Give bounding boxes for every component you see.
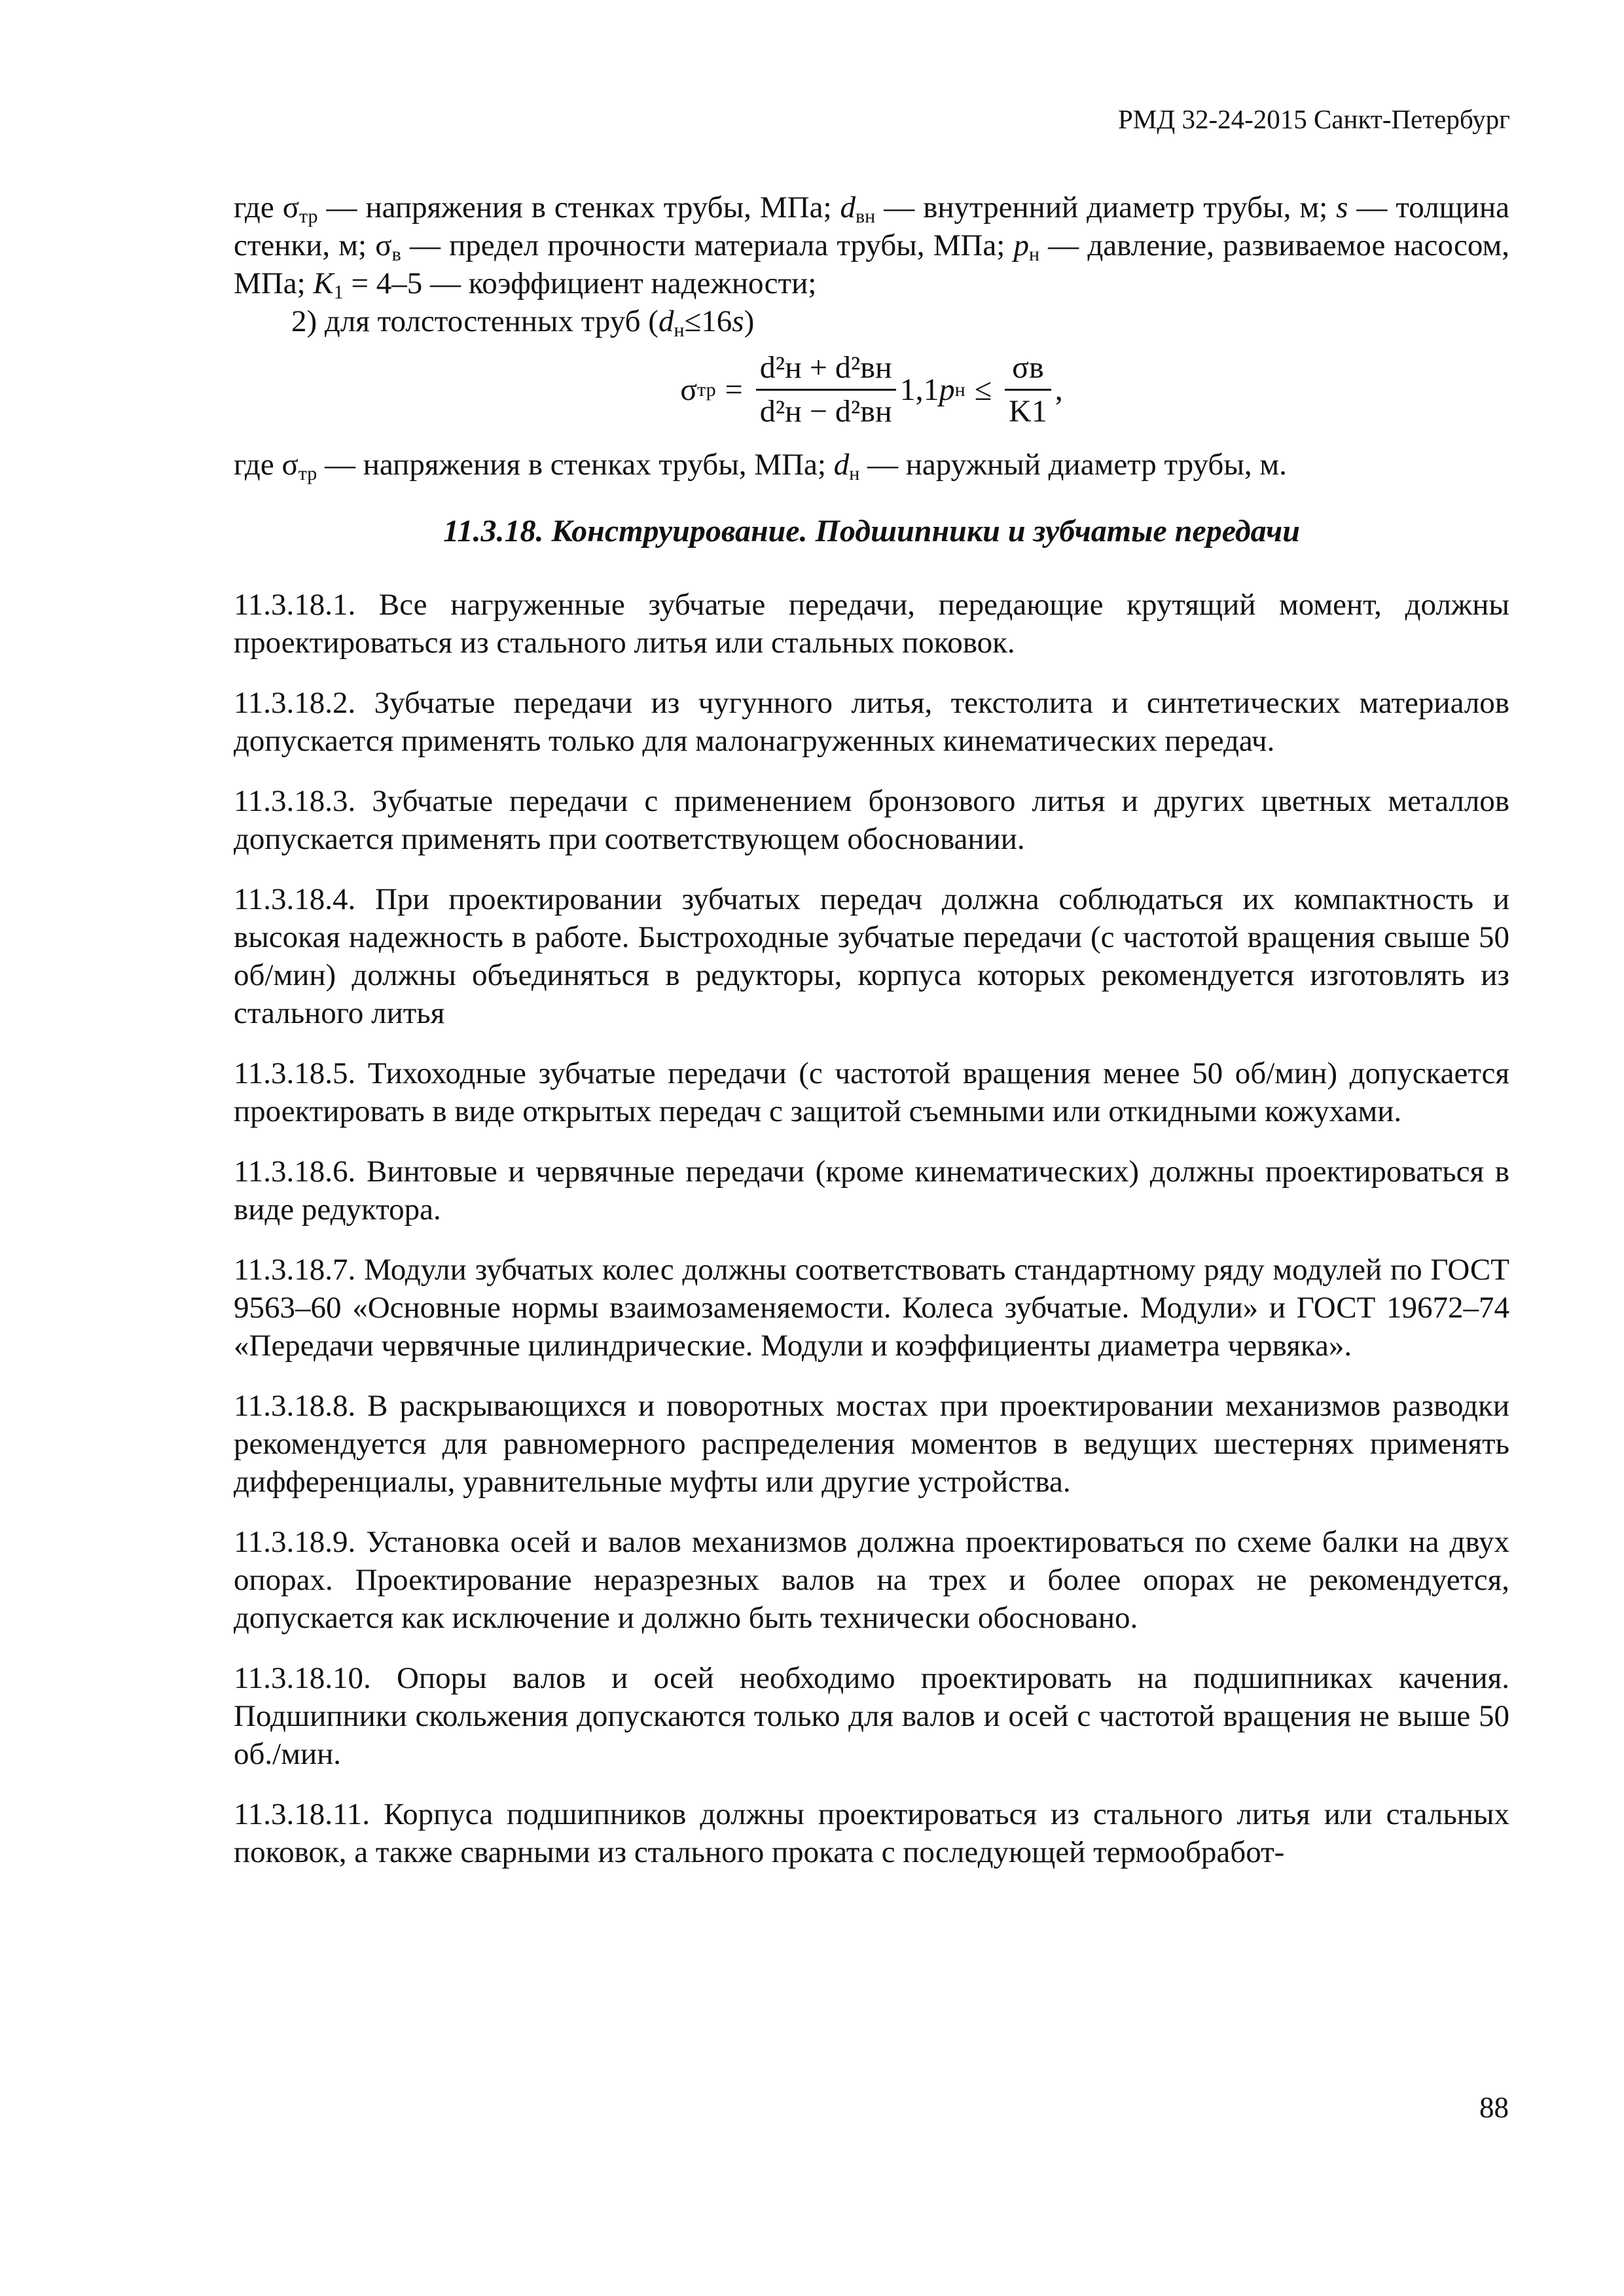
formula-sigma: σ — [680, 372, 698, 407]
section-title: 11.3.18. Конструирование. Подшипники и зубчатые передачи — [443, 514, 1300, 548]
formula-comma: , — [1055, 372, 1063, 407]
formula-rhs-fraction — [1005, 350, 1051, 430]
paragraph-list — [234, 586, 1509, 1871]
page-header: РМД 32-24-2015 Санкт-Петербург — [1117, 104, 1510, 134]
paragraph-11-3-18-5: 11.3.18.5. Тихоходные зубчатые передачи (с частотой вращения менее 50 об/мин) допускается проектировать в виде открытых передач с защитой съемными или откидными кожухами. — [234, 1056, 1509, 1128]
formula-denominator: d²н − d²вн — [756, 389, 896, 430]
after-formula-paragraph: где $\sigma_{тр}$ — напряжения в стенках трубы, МПа; $d_н$ — наружный диаметр трубы, м. — [234, 448, 1287, 484]
paragraph-11-3-18-4: 11.3.18.4. При проектировании зубчатых передач должна соблюдаться их компактность и высокая надежность в работе. Быстроходные зубчатые передачи (с частотой вращения свыше 50 об/мин) должны объединяться в редукторы, корпуса которых рекомендуется изготовлять из стального литья — [234, 882, 1509, 1030]
paragraph-11-3-18-8: 11.3.18.8. В раскрывающихся и поворотных мостах при проектировании механизмов разводки рекомендуется для равномерного распределения моментов в ведущих шестернях применять дифференциалы, уравнительные муфты или другие устройства. — [234, 1389, 1509, 1499]
paragraph-11-3-18-7: 11.3.18.7. Модули зубчатых колес должны соответствовать стандартному ряду модулей по ГОСТ 9563–60 «Основные нормы взаимозаменяемости. Колеса зубчатые. Модули» и ГОСТ 19672–74 «Передачи червячные цилиндрические. Модули и коэффициенты диаметра червяка». — [234, 1253, 1509, 1363]
formula-fraction — [756, 350, 896, 430]
page-number: 88 — [1479, 2091, 1509, 2124]
intro-paragraph-1: где $\sigma_{тр}$ — напряжения в стенках трубы, МПа; $d_{вн}$ — внутренний диаметр трубы, м; s — толщина стенки, м; $\sigma_в$ — предел прочности материала трубы, МПа; $p_н$ — давление, развиваемое насосом, МПа; $K_1 = 4-5$ — коэффициент надежности; — [234, 190, 1509, 303]
paragraph-11-3-18-9: 11.3.18.9. Установка осей и валов механизмов должна проектироваться по схеме балки на двух опорах. Проектирование неразрезных валов на трех и более опорах не рекомендуется, допускается как исключение и должно быть технически обосновано. — [234, 1525, 1509, 1635]
paragraph-11-3-18-10: 11.3.18.10. Опоры валов и осей необходимо проектировать на подшипниках качения. Подшипники скольжения допускаются только для валов и осей с частотой вращения не выше 50 об./мин. — [234, 1661, 1509, 1771]
paragraph-11-3-18-3: 11.3.18.3. Зубчатые передачи с применением бронзового литья и других цветных металлов допускается применять при соответствующем обосновании. — [234, 784, 1509, 856]
formula-rhs-numerator: σв — [1012, 350, 1044, 385]
formula-equals: = — [725, 372, 743, 407]
formula-le: ≤ — [974, 372, 992, 407]
intro-paragraph-2: 2) для толстостенных труб $(d_н\le 16s)$ — [291, 304, 755, 341]
document-body — [234, 188, 1509, 1871]
formula-factor: 1,1 — [899, 372, 939, 407]
paragraph-11-3-18-11: 11.3.18.11. Корпуса подшипников должны проектироваться из стального литья или стальных поковок, а также сварными из стального проката с последующей термообработ- — [234, 1797, 1509, 1869]
paragraph-11-3-18-2: 11.3.18.2. Зубчатые передачи из чугунного литья, текстолита и синтетических материалов допускается применять только для малонагруженных кинематических передач. — [234, 686, 1509, 758]
formula-rhs-denominator: K1 — [1005, 389, 1051, 430]
formula-numerator: d²н + d²вн — [759, 350, 892, 385]
paragraph-11-3-18-1: 11.3.18.1. Все нагруженные зубчатые передачи, передающие крутящий момент, должны проектироваться из стального литья или стальных поковок. — [234, 588, 1509, 660]
pipe-stress-formula: σ тр = $\frac{\text{d²н + d²вн}}{\text{d²н − d²вн}}$ 1,1 p н ≤ $\frac{\sigma в}{K1}$ , — [680, 350, 1063, 429]
paragraph-11-3-18-6: 11.3.18.6. Винтовые и червячные передачи (кроме кинематических) должны проектироваться в виде редуктора. — [234, 1155, 1509, 1227]
